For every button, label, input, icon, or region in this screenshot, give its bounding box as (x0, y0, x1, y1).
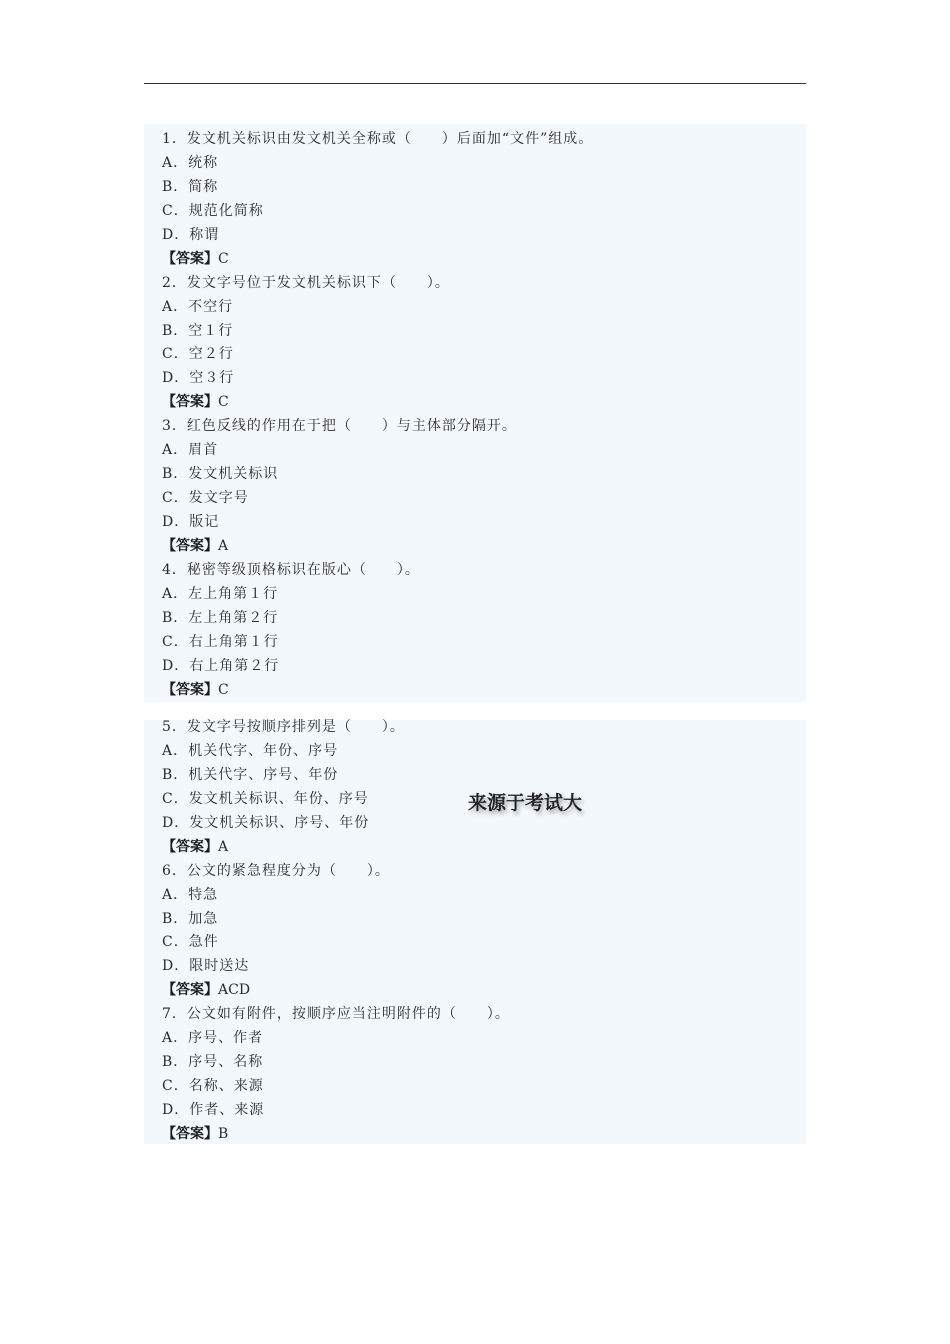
option: D．版记 (162, 514, 220, 530)
question-block-1 (162, 128, 593, 703)
question-stem: 7．公文如有附件，按顺序应当注明附件的（ ）。 (162, 1006, 510, 1023)
question-stem: 3．红色反线的作用在于把（ ）与主体部分隔开。 (162, 418, 517, 435)
question-5 (162, 716, 510, 860)
option: C．发文字号 (162, 490, 249, 507)
question-6 (162, 860, 510, 1004)
option: C．急件 (162, 934, 219, 951)
answer-label: 【答案】 (162, 250, 218, 267)
option: B．机关代字、序号、年份 (162, 766, 339, 783)
option: B．加急 (162, 910, 219, 927)
answer-value: ACD (218, 982, 251, 999)
option: B．序号、名称 (162, 1054, 264, 1071)
question-stem: 2．发文字号位于发文机关标识下（ ）。 (162, 274, 450, 291)
header-rule (144, 83, 806, 84)
option: B．发文机关标识 (162, 466, 279, 483)
option: D．称谓 (162, 226, 220, 243)
option: C．右上角第１行 (162, 633, 279, 650)
question-stem: 4．秘密等级顶格标识在版心（ ）。 (162, 561, 420, 578)
answer-label: 【答案】 (162, 394, 218, 411)
option: A．不空行 (162, 298, 234, 315)
question-stem: 1．发文机关标识由发文机关全称或（ ）后面加“文件”组成。 (162, 131, 594, 147)
option: D．空３行 (162, 370, 235, 387)
answer-line (162, 836, 510, 860)
option: C．发文机关标识、年份、序号 (162, 790, 369, 807)
answer-label: 【答案】 (162, 838, 218, 855)
answer-label: 【答案】 (162, 537, 218, 554)
answer-label: 【答案】 (162, 982, 218, 999)
option: C．名称、来源 (162, 1078, 264, 1095)
option: D．右上角第２行 (162, 657, 280, 674)
option: B．空１行 (162, 322, 234, 339)
option: A．序号、作者 (162, 1030, 264, 1047)
question-1 (162, 128, 593, 272)
answer-value: C (218, 681, 229, 698)
question-2 (162, 272, 593, 416)
option: A．特急 (162, 886, 219, 903)
option: A．左上角第１行 (162, 585, 279, 602)
answer-line (162, 391, 593, 415)
answer-line (162, 679, 593, 703)
option: A．眉首 (162, 442, 219, 459)
answer-value: A (218, 838, 229, 855)
answer-label: 【答案】 (162, 1125, 218, 1142)
answer-line (162, 248, 593, 272)
question-block-2 (162, 716, 510, 1147)
answer-value: B (218, 1125, 229, 1142)
answer-value: A (218, 537, 229, 554)
option: A．统称 (162, 154, 219, 171)
answer-line (162, 535, 593, 559)
option: A．机关代字、年份、序号 (162, 742, 339, 759)
option: C．规范化简称 (162, 202, 264, 219)
option: B．简称 (162, 178, 219, 195)
question-7 (162, 1003, 510, 1147)
source-watermark: 来源于考试大 (468, 792, 583, 814)
answer-value: C (218, 250, 229, 267)
answer-label: 【答案】 (162, 681, 218, 698)
option: C．空２行 (162, 346, 234, 363)
question-3 (162, 415, 593, 559)
option: D．限时送达 (162, 958, 250, 975)
question-stem: 6．公文的紧急程度分为（ ）。 (162, 862, 390, 879)
option: B．左上角第２行 (162, 609, 279, 626)
question-stem: 5．发文字号按顺序排列是（ ）。 (162, 719, 405, 735)
answer-line (162, 1123, 510, 1147)
answer-value: C (218, 394, 229, 411)
option: D．发文机关标识、序号、年份 (162, 814, 370, 831)
option: D．作者、来源 (162, 1102, 265, 1118)
question-4 (162, 559, 593, 703)
answer-line (162, 979, 510, 1003)
